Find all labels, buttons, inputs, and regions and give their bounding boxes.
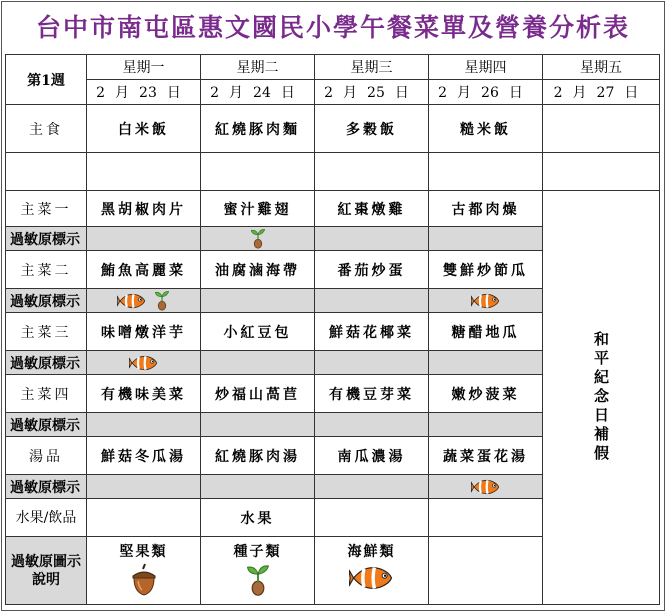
dish-fruit-wed bbox=[315, 499, 429, 537]
allergy-cell bbox=[87, 289, 201, 313]
acorn-icon bbox=[127, 563, 161, 597]
day-name-fri: 星期五 bbox=[543, 55, 660, 80]
blank-row-label bbox=[6, 153, 87, 191]
row-label-staple: 主食 bbox=[6, 105, 87, 153]
dish-main2-mon: 鮪魚高麗菜 bbox=[87, 251, 201, 289]
legend-seafood-name: 海鮮類 bbox=[347, 544, 396, 560]
dish-main1-wed: 紅棗燉雞 bbox=[315, 191, 429, 227]
allergy-cell bbox=[315, 475, 429, 499]
dish-main4-mon: 有機味美菜 bbox=[87, 375, 201, 413]
dish-main1-mon: 黑胡椒肉片 bbox=[87, 191, 201, 227]
holiday-cell bbox=[543, 191, 660, 605]
dish-main2-thu: 雙鮮炒節瓜 bbox=[429, 251, 543, 289]
legend-seeds bbox=[201, 537, 315, 605]
day-name-thu: 星期四 bbox=[429, 55, 543, 80]
dish-main3-mon: 味噌燉洋芋 bbox=[87, 313, 201, 351]
clownfish-icon bbox=[349, 563, 395, 593]
legend-empty bbox=[429, 537, 543, 605]
allergy-label: 過敏原標示 bbox=[6, 351, 87, 375]
blank-cell bbox=[429, 153, 543, 191]
blank-cell bbox=[543, 153, 660, 191]
dish-soup-mon: 鮮菇冬瓜湯 bbox=[87, 437, 201, 475]
week-label: 第1週 bbox=[6, 55, 87, 105]
allergy-cell bbox=[429, 475, 543, 499]
dish-staple-tue: 紅燒豚肉麵 bbox=[201, 105, 315, 153]
menu-table bbox=[5, 54, 660, 605]
row-label-main3: 主菜三 bbox=[6, 313, 87, 351]
allergy-cell bbox=[315, 413, 429, 437]
allergy-cell bbox=[201, 289, 315, 313]
legend-label: 過敏原圖示說明 bbox=[6, 537, 87, 605]
allergy-cell bbox=[315, 289, 429, 313]
row-label-soup: 湯品 bbox=[6, 437, 87, 475]
row-label-main1: 主菜一 bbox=[6, 191, 87, 227]
legend-seeds-name: 種子類 bbox=[233, 544, 282, 560]
blank-cell bbox=[201, 153, 315, 191]
dish-main3-thu: 糖醋地瓜 bbox=[429, 313, 543, 351]
allergy-cell bbox=[87, 351, 201, 375]
allergy-cell bbox=[87, 227, 201, 251]
allergy-cell bbox=[87, 413, 201, 437]
clownfish-icon bbox=[471, 291, 501, 311]
dish-main2-tue: 油腐滷海帶 bbox=[201, 251, 315, 289]
allergy-cell bbox=[429, 289, 543, 313]
allergy-cell bbox=[87, 475, 201, 499]
dish-main1-thu: 古都肉燥 bbox=[429, 191, 543, 227]
legend-nuts-name: 堅果類 bbox=[119, 544, 168, 560]
allergy-cell bbox=[201, 227, 315, 251]
row-label-main4: 主菜四 bbox=[6, 375, 87, 413]
date-mon: 2 月 23 日 bbox=[87, 80, 201, 105]
row-label-main2: 主菜二 bbox=[6, 251, 87, 289]
holiday-text: 和平紀念日補假 bbox=[592, 331, 610, 464]
allergy-cell bbox=[429, 351, 543, 375]
dish-staple-thu: 糙米飯 bbox=[429, 105, 543, 153]
day-name-mon: 星期一 bbox=[87, 55, 201, 80]
dish-soup-wed: 南瓜濃湯 bbox=[315, 437, 429, 475]
cell-staple-fri bbox=[543, 105, 660, 153]
dish-main4-tue: 炒福山萵苣 bbox=[201, 375, 315, 413]
allergy-cell bbox=[201, 413, 315, 437]
clownfish-icon bbox=[117, 291, 147, 311]
dish-fruit-tue: 水果 bbox=[201, 499, 315, 537]
legend-nuts bbox=[87, 537, 201, 605]
allergy-cell bbox=[201, 475, 315, 499]
allergy-label: 過敏原標示 bbox=[6, 227, 87, 251]
allergy-cell bbox=[429, 227, 543, 251]
dish-main3-tue: 小紅豆包 bbox=[201, 313, 315, 351]
dish-soup-tue: 紅燒豚肉湯 bbox=[201, 437, 315, 475]
legend-seafood bbox=[315, 537, 429, 605]
allergy-cell bbox=[429, 413, 543, 437]
dish-main3-wed: 鮮菇花椰菜 bbox=[315, 313, 429, 351]
seedling-icon bbox=[249, 228, 267, 249]
date-fri: 2 月 27 日 bbox=[543, 80, 660, 105]
row-label-fruit: 水果/飲品 bbox=[6, 499, 87, 537]
dish-main4-thu: 嫩炒菠菜 bbox=[429, 375, 543, 413]
seedling-icon bbox=[244, 563, 272, 597]
dish-staple-mon: 白米飯 bbox=[87, 105, 201, 153]
clownfish-icon bbox=[471, 477, 501, 497]
clownfish-icon bbox=[129, 353, 159, 373]
dish-main4-wed: 有機豆芽菜 bbox=[315, 375, 429, 413]
date-tue: 2 月 24 日 bbox=[201, 80, 315, 105]
dish-soup-thu: 蔬菜蛋花湯 bbox=[429, 437, 543, 475]
dish-main2-wed: 番茄炒蛋 bbox=[315, 251, 429, 289]
dish-fruit-thu bbox=[429, 499, 543, 537]
dish-main1-tue: 蜜汁雞翅 bbox=[201, 191, 315, 227]
dish-fruit-mon bbox=[87, 499, 201, 537]
date-wed: 2 月 25 日 bbox=[315, 80, 429, 105]
date-thu: 2 月 26 日 bbox=[429, 80, 543, 105]
seedling-icon bbox=[153, 290, 171, 311]
blank-cell bbox=[87, 153, 201, 191]
page-title: 台中市南屯區惠文國民小學午餐菜單及營養分析表 bbox=[35, 13, 630, 42]
allergy-cell bbox=[315, 351, 429, 375]
allergy-label: 過敏原標示 bbox=[6, 413, 87, 437]
allergy-label: 過敏原標示 bbox=[6, 289, 87, 313]
day-name-tue: 星期二 bbox=[201, 55, 315, 80]
dish-staple-wed: 多穀飯 bbox=[315, 105, 429, 153]
day-name-wed: 星期三 bbox=[315, 55, 429, 80]
allergy-label: 過敏原標示 bbox=[6, 475, 87, 499]
allergy-cell bbox=[315, 227, 429, 251]
allergy-cell bbox=[201, 351, 315, 375]
blank-cell bbox=[315, 153, 429, 191]
